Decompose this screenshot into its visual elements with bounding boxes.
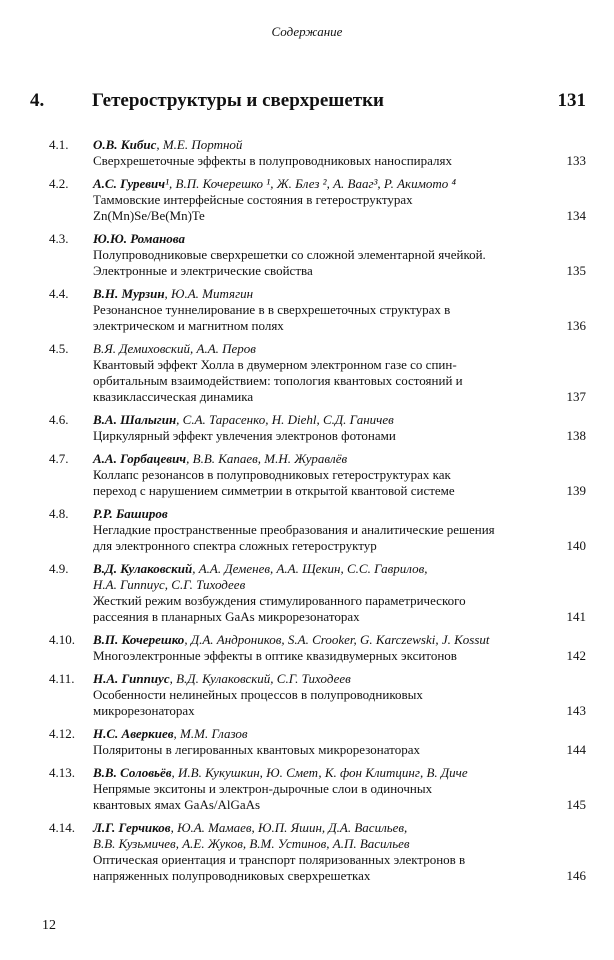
entry-body (93, 412, 528, 444)
entry-title-line: Многоэлектронные эффекты в оптике квазидвумерных экситонов (93, 648, 457, 663)
entry-authors (93, 765, 528, 781)
entry-page: 146 (566, 868, 586, 883)
entry-title-line: для электронного спектра сложных гетероструктур (93, 538, 377, 553)
entry-number: 4.11. (49, 671, 75, 686)
entry-page: 135 (566, 263, 586, 278)
entry-title-line: Квантовый эффект Холла в двумерном электронном газе со спин- (93, 357, 457, 372)
entry-body (93, 451, 528, 499)
entry-lead-author: А.С. Гуревич (93, 176, 166, 191)
entry-authors (93, 412, 528, 428)
entry-lead-author: В.П. Кочерешко (93, 632, 185, 647)
entry-coauthors: , М.Е. Портной (156, 137, 243, 152)
toc-entry (0, 561, 614, 625)
entry-body (93, 561, 528, 625)
page-number: 12 (42, 918, 56, 933)
chapter-page: 131 (557, 90, 586, 111)
entry-number: 4.12. (49, 726, 75, 741)
entry-title-line: рассеяния в планарных GaAs микрорезонаторах (93, 609, 360, 624)
entry-body (93, 137, 528, 169)
toc-entry (0, 765, 614, 813)
entry-authors (93, 561, 528, 577)
entry-title-line: Негладкие пространственные преобразования и аналитические решения (93, 522, 495, 537)
entry-page: 136 (566, 318, 586, 333)
entry-body (93, 765, 528, 813)
entry-title-line: Циркулярный эффект увлечения электронов фотонами (93, 428, 396, 443)
entry-coauthors: , А.А. Деменев, А.А. Щекин, С.С. Гаврилов, (192, 561, 428, 576)
toc-entry (0, 820, 614, 884)
entry-title-line: Электронные и электрические свойства (93, 263, 313, 278)
entry-page: 145 (566, 797, 586, 812)
entry-page: 139 (566, 483, 586, 498)
entry-lead-author: Ю.Ю. Романова (93, 231, 186, 246)
entry-coauthors: , М.М. Глазов (173, 726, 248, 741)
entry-body (93, 506, 528, 554)
entry-coauthors: В.Я. Демиховский, А.А. Перов (93, 341, 256, 356)
entry-number: 4.9. (49, 561, 69, 576)
toc-entry (0, 412, 614, 444)
entry-number: 4.10. (49, 632, 75, 647)
entry-title-line: квантовых ямах GaAs/AlGaAs (93, 797, 261, 812)
entry-title-line: Резонансное туннелирование в в сверхрешеточных структурах в (93, 302, 451, 317)
entry-page: 138 (566, 428, 586, 443)
chapter-title: Гетероструктуры и сверхрешетки (92, 90, 384, 111)
entry-authors (93, 286, 528, 302)
entry-body (93, 671, 528, 719)
entry-lead-author: Н.А. Гиппиус (93, 671, 170, 686)
entry-authors (93, 632, 528, 648)
entry-authors (93, 231, 528, 247)
entry-authors (93, 451, 528, 467)
entry-authors (93, 176, 528, 192)
toc-entry (0, 632, 614, 664)
entry-body (93, 726, 528, 758)
entry-title-line: Полупроводниковые сверхрешетки со сложной элементарной ячейкой. (93, 247, 486, 262)
entry-page: 134 (566, 208, 586, 223)
entry-title-line: Zn(Mn)Se/Be(Mn)Te (93, 208, 205, 223)
entry-authors-line2: В.В. Кузьмичев, А.Е. Жуков, В.М. Устинов, А.П. Васильев (93, 836, 410, 851)
entry-number: 4.7. (49, 451, 69, 466)
entry-number: 4.2. (49, 176, 69, 191)
entry-title-line: Особенности нелинейных процессов в полупроводниковых (93, 687, 423, 702)
entry-page: 142 (566, 648, 586, 663)
entry-coauthors: , Д.А. Андроников, S.A. Crooker, G. Karczewski, J. Kossut (184, 632, 490, 647)
entry-title-line: орбитальным взаимодействием: топология квантовых состояний и (93, 373, 463, 388)
entry-page: 143 (566, 703, 586, 718)
entry-number: 4.3. (49, 231, 69, 246)
entry-page: 137 (566, 389, 586, 404)
running-head: Содержание (271, 24, 343, 39)
entry-title-line: микрорезонаторах (93, 703, 195, 718)
entry-coauthors: , Ю.А. Мамаев, Ю.П. Яшин, Д.А. Васильев, (170, 820, 408, 835)
entry-lead-author: В.А. Шалыгин (93, 412, 177, 427)
entry-authors (93, 137, 528, 153)
entry-page: 140 (566, 538, 586, 553)
entry-body (93, 176, 528, 224)
entry-authors (93, 820, 528, 836)
entry-lead-author: А.А. Горбацевич (93, 451, 187, 466)
toc-entry (0, 176, 614, 224)
toc-entries (0, 137, 614, 884)
chapter-heading (30, 90, 586, 116)
entry-title-line: Коллапс резонансов в полупроводниковых гетероструктурах как (93, 467, 451, 482)
entry-title-line: Жесткий режим возбуждения стимулированного параметрического (93, 593, 466, 608)
entry-lead-author: В.Н. Мурзин (93, 286, 165, 301)
entry-lead-author: Р.Р. Баширов (93, 506, 168, 521)
entry-page: 133 (566, 153, 586, 168)
entry-body (93, 286, 528, 334)
toc-entry (0, 286, 614, 334)
entry-title-line: Таммовские интерфейсные состояния в гетероструктурах (93, 192, 413, 207)
toc-entry (0, 671, 614, 719)
entry-lead-author: Н.С. Аверкиев (93, 726, 174, 741)
entry-number: 4.13. (49, 765, 75, 780)
entry-coauthors: , С.А. Тарасенко, H. Diehl, С.Д. Ганичев (176, 412, 394, 427)
toc-entry (0, 341, 614, 405)
entry-page: 141 (566, 609, 586, 624)
toc-entry (0, 506, 614, 554)
toc-entry (0, 231, 614, 279)
toc-entry (0, 451, 614, 499)
entry-title-line: Поляритоны в легированных квантовых микрорезонаторах (93, 742, 420, 757)
entry-authors (93, 341, 528, 357)
entry-lead-author: В.Д. Кулаковский (93, 561, 193, 576)
entry-lead-author: О.В. Кибис (93, 137, 157, 152)
entry-lead-author: В.В. Соловьёв (93, 765, 172, 780)
entry-authors (93, 726, 528, 742)
entry-title-line: напряженных полупроводниковых сверхрешетках (93, 868, 371, 883)
entry-coauthors: , Ю.А. Митягин (164, 286, 254, 301)
entry-number: 4.6. (49, 412, 69, 427)
chapter-number: 4. (30, 90, 45, 111)
entry-number: 4.5. (49, 341, 69, 356)
entry-number: 4.8. (49, 506, 69, 521)
entry-coauthors: ¹, В.П. Кочерешко ¹, Ж. Блез ², А. Вааг³, Р. Акимото ⁴ (165, 176, 457, 191)
entry-body (93, 341, 528, 405)
entry-title-line: квазиклассическая динамика (93, 389, 254, 404)
entry-coauthors: , В.В. Капаев, М.Н. Журавлёв (186, 451, 348, 466)
entry-page: 144 (566, 742, 586, 757)
entry-number: 4.14. (49, 820, 75, 835)
entry-body (93, 820, 528, 884)
entry-title-line: переход с нарушением симметрии в открытой квантовой системе (93, 483, 455, 498)
entry-body (93, 632, 528, 664)
entry-title-line: Оптическая ориентация и транспорт поляризованных электронов в (93, 852, 466, 867)
entry-number: 4.1. (49, 137, 69, 152)
toc-entry (0, 726, 614, 758)
toc-entry (0, 137, 614, 169)
entry-coauthors: , В.Д. Кулаковский, С.Г. Тиходеев (169, 671, 351, 686)
entry-coauthors: , И.В. Кукушкин, Ю. Смет, К. фон Клитцинг, В. Диче (171, 765, 468, 780)
entry-lead-author: Л.Г. Герчиков (93, 820, 171, 835)
entry-body (93, 231, 528, 279)
entry-title-line: электрическом и магнитном полях (93, 318, 284, 333)
entry-title-line: Сверхрешеточные эффекты в полупроводниковых наноспиралях (93, 153, 452, 168)
entry-authors-line2: Н.А. Гиппиус, С.Г. Тиходеев (93, 577, 246, 592)
entry-authors (93, 506, 528, 522)
entry-title-line: Непрямые экситоны и электрон-дырочные слои в одиночных (93, 781, 433, 796)
entry-number: 4.4. (49, 286, 69, 301)
entry-authors (93, 671, 528, 687)
